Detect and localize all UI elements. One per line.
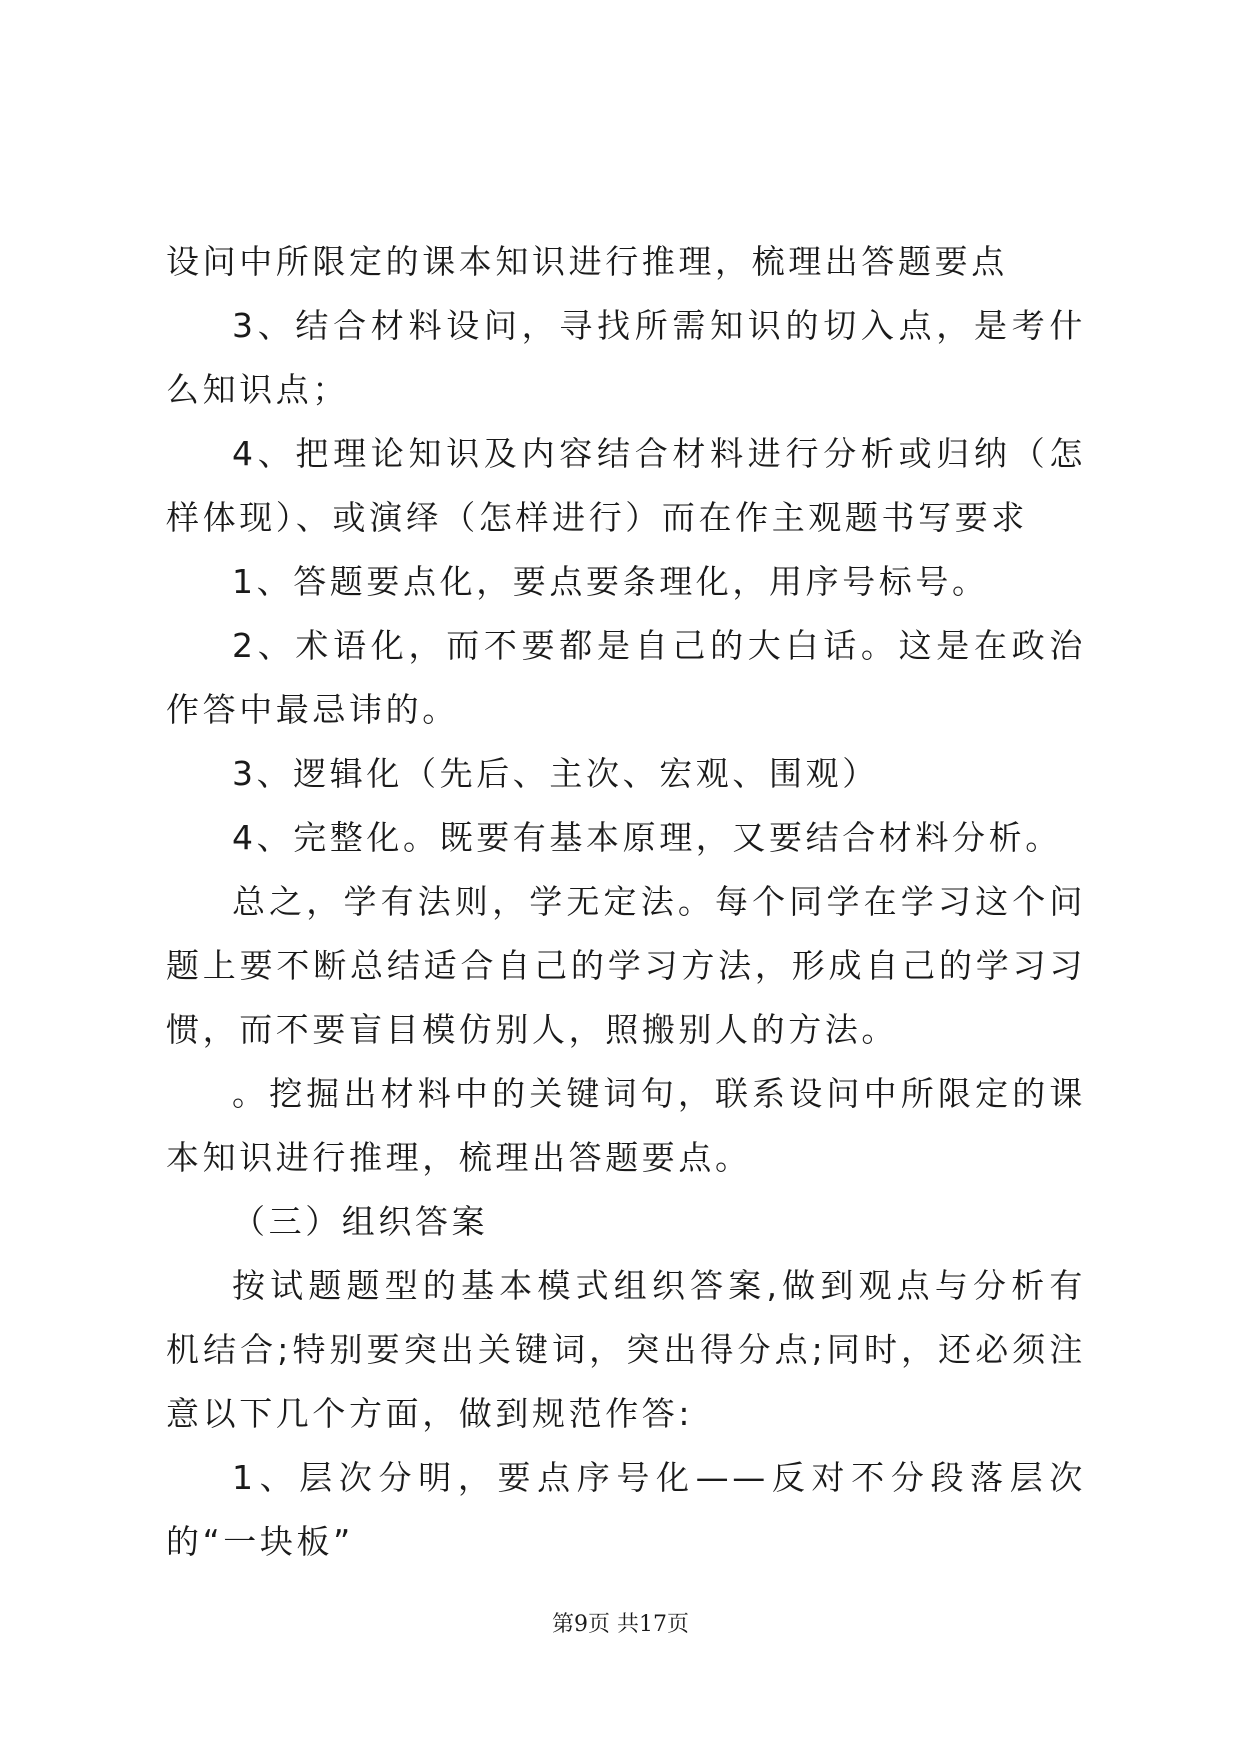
paragraph-4: 1、答题要点化，要点要条理化，用序号标号。: [232, 562, 989, 601]
paragraph-1: 设问中所限定的课本知识进行推理，梳理出答题要点: [166, 242, 1008, 281]
paragraph-6: 3、逻辑化（先后、主次、宏观、围观）: [232, 754, 879, 793]
paragraph-12: 1、层次分明，要点序号化——反对不分段落层次的“一块板”: [166, 1458, 1086, 1561]
page-footer: 第9页 共17页: [552, 1612, 689, 1637]
paragraph-3: 4、把理论知识及内容结合材料进行分析或归纳（怎样体现）、或演绎（怎样进行）而在作主观题书写要求: [166, 434, 1086, 537]
paragraph-7: 4、完整化。既要有基本原理，又要结合材料分析。: [232, 818, 1062, 857]
paragraph-5: 2、术语化，而不要都是自己的大白话。这是在政治作答中最忌讳的。: [166, 626, 1086, 729]
document-body: [166, 230, 1086, 1574]
paragraph-2: 3、结合材料设问，寻找所需知识的切入点，是考什么知识点；: [166, 306, 1086, 409]
paragraph-11: 按试题题型的基本模式组织答案,做到观点与分析有机结合;特别要突出关键词，突出得分点;同时，还必须注意以下几个方面，做到规范作答:: [166, 1266, 1086, 1433]
paragraph-9: 。挖掘出材料中的关键词句，联系设问中所限定的课本知识进行推理，梳理出答题要点。: [166, 1074, 1086, 1177]
section-heading: （三）组织答案: [232, 1202, 489, 1241]
paragraph-8: 总之，学有法则，学无定法。每个同学在学习这个问题上要不断总结适合自己的学习方法，形成自己的学习习惯，而不要盲目模仿别人，照搬别人的方法。: [166, 882, 1086, 1049]
